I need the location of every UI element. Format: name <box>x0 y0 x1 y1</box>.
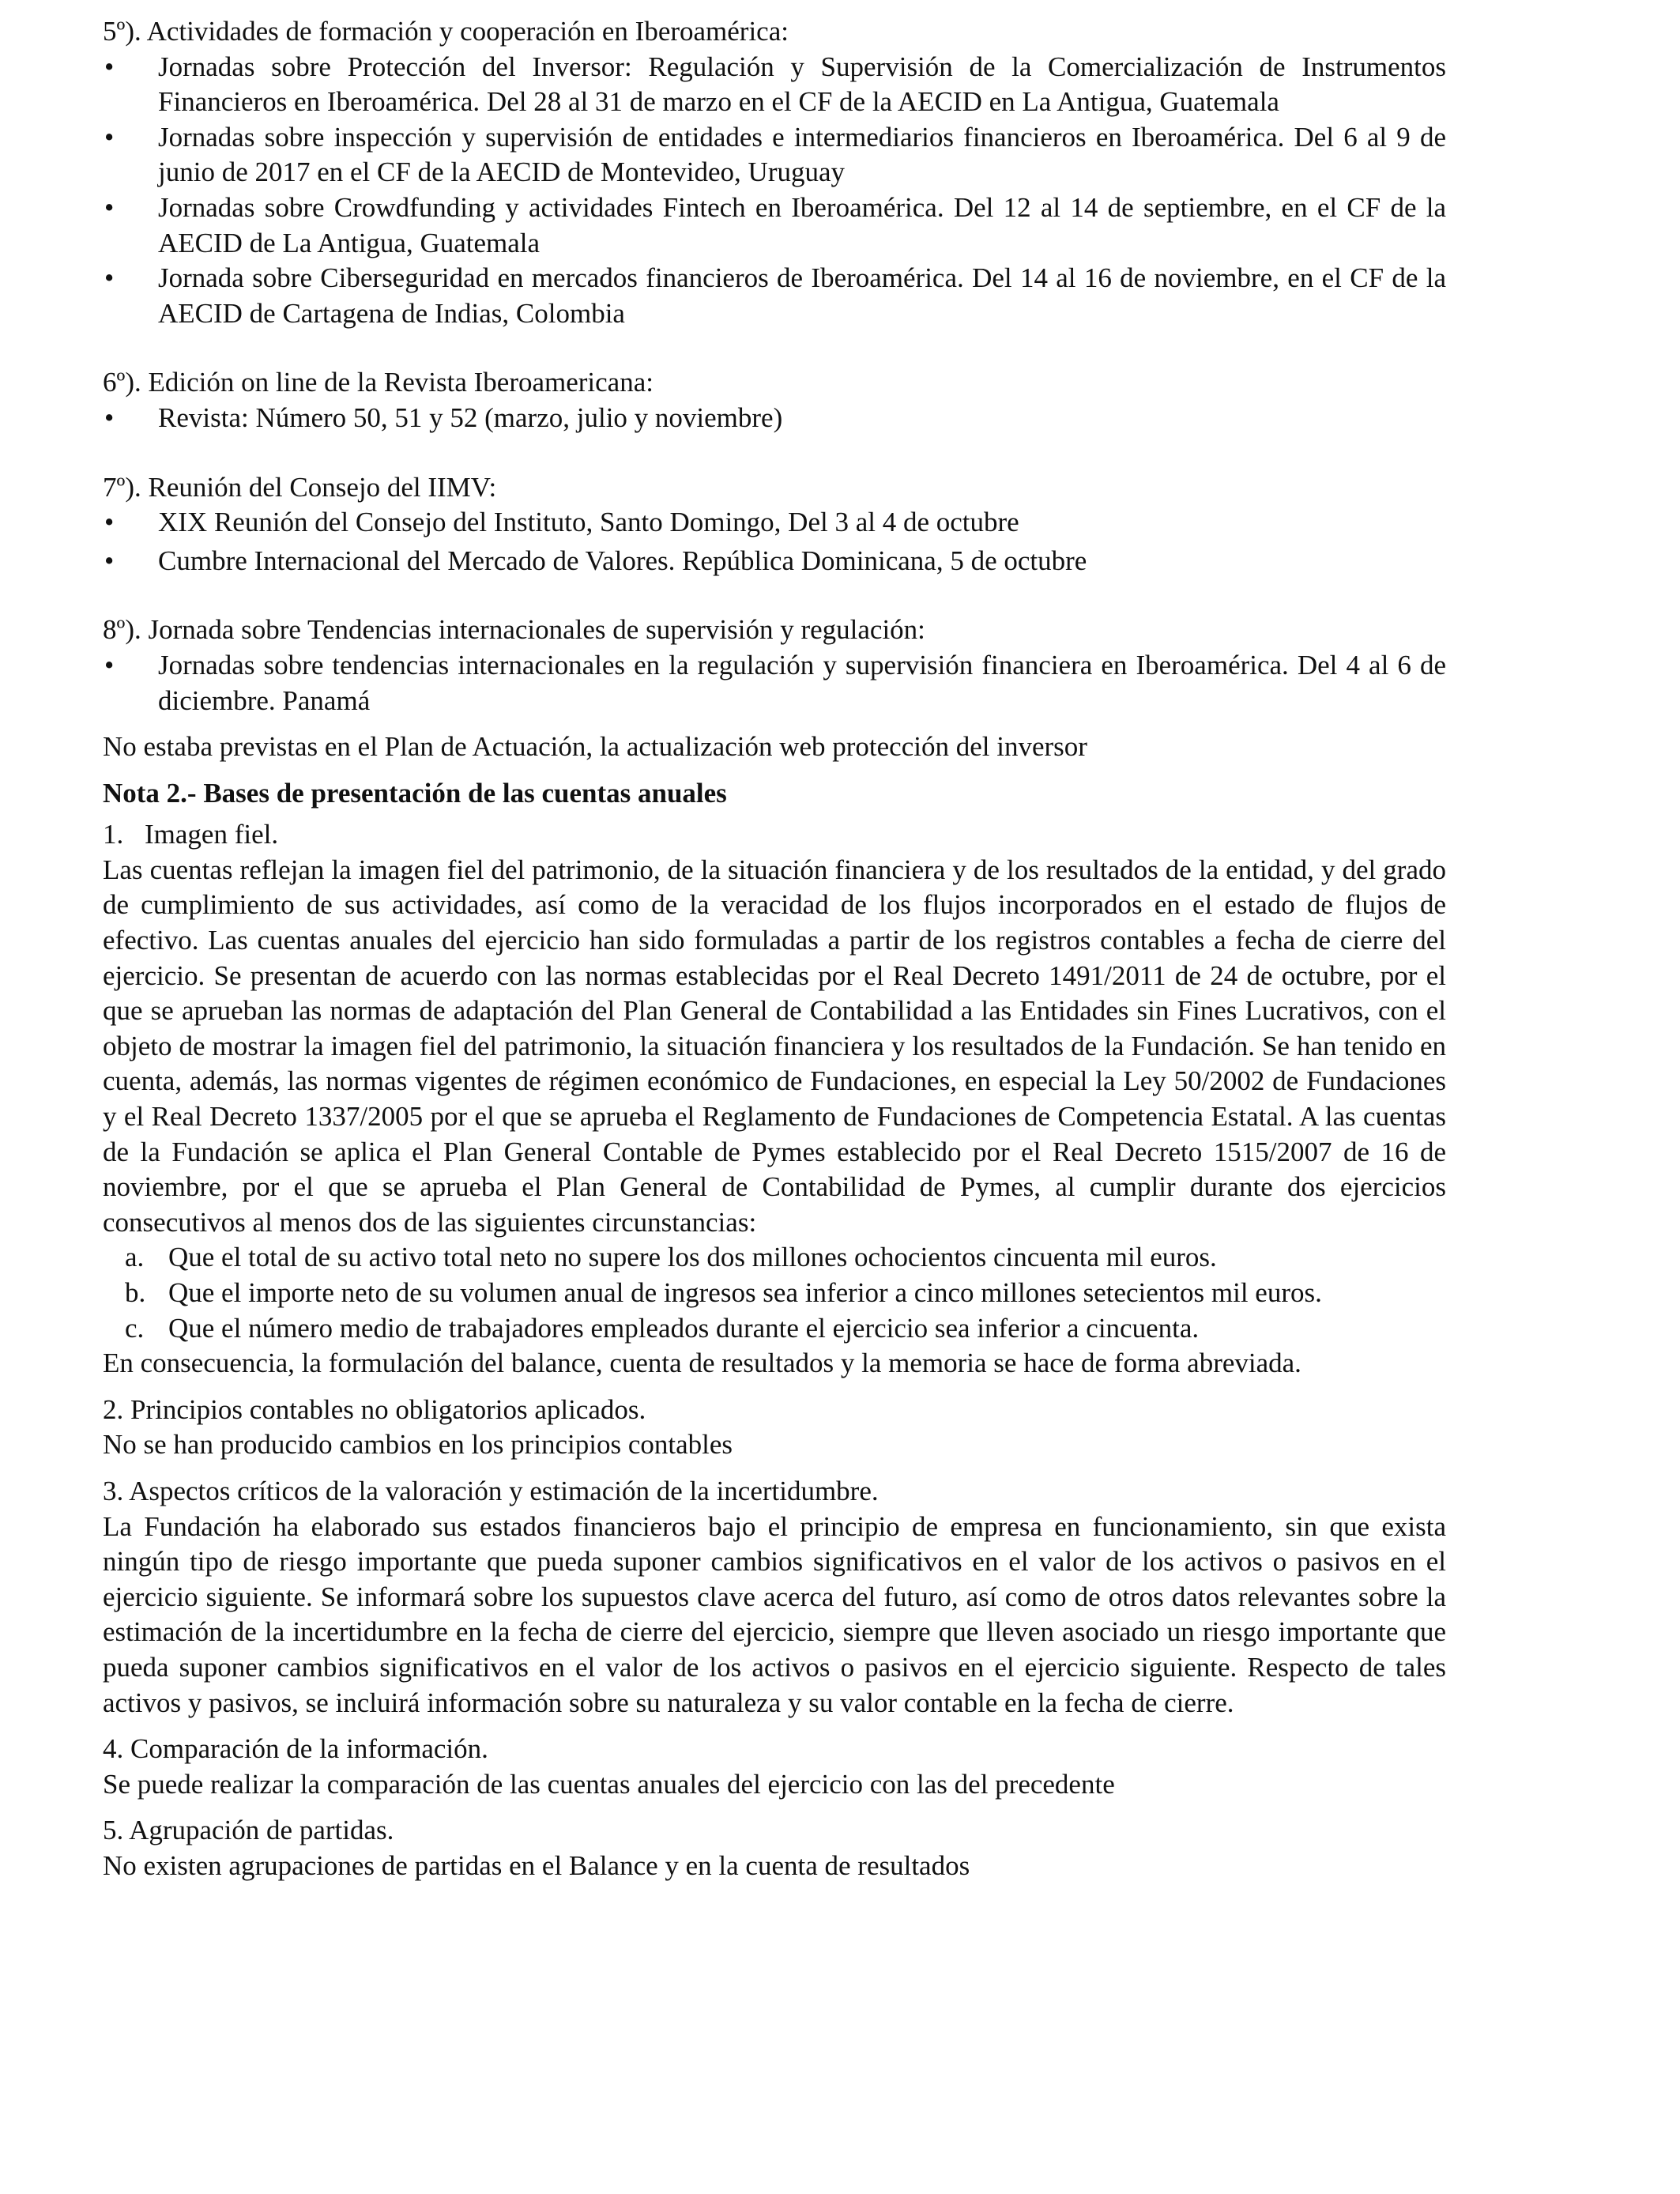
bullet-icon: • <box>104 649 115 680</box>
list-item-text: Cumbre Internacional del Mercado de Valores. República Dominicana, 5 de octubre <box>158 545 1087 576</box>
list-item-text: Jornadas sobre tendencias internacionales en la regulación y supervisión financiera en Iberoamérica. Del 4 al 6 de diciembre. Panamá <box>158 649 1446 716</box>
condition-mark: c. <box>125 1312 145 1344</box>
condition-text: Que el total de su activo total neto no supere los dos millones ochocientos cincuenta mil euros. <box>168 1242 1217 1273</box>
nota-2-item-4-body: Se puede realizar la comparación de las cuentas anuales del ejercicio con las del precedente <box>103 1768 1115 1800</box>
list-item <box>103 401 1446 436</box>
condition-text: Que el número medio de trabajadores empleados durante el ejercicio sea inferior a cincuenta. <box>168 1312 1200 1344</box>
list-item-text: Jornadas sobre inspección y supervisión de entidades e intermediarios financieros en Iberoamérica. Del 6 al 9 de junio de 2017 en el CF de la AECID de Montevideo, Uruguay <box>158 121 1446 188</box>
condition-item <box>103 1311 1446 1347</box>
bullet-icon: • <box>104 51 115 82</box>
condition-mark: a. <box>125 1242 145 1273</box>
bullet-icon: • <box>104 191 115 223</box>
list-item-text: XIX Reunión del Consejo del Instituto, Santo Domingo, Del 3 al 4 de octubre <box>158 507 1019 538</box>
condition-item <box>103 1276 1446 1311</box>
list-item-text: Jornadas sobre Crowdfunding y actividades Fintech en Iberoamérica. Del 12 al 14 de septiembre, en el CF de la AECID de La Antigua, Guatemala <box>158 191 1446 258</box>
list-item <box>103 50 1446 120</box>
condition-text: Que el importe neto de su volumen anual de ingresos sea inferior a cinco millones setecientos mil euros. <box>168 1277 1322 1308</box>
condition-mark: b. <box>125 1277 146 1308</box>
item-heading-text: Imagen fiel. <box>145 819 279 850</box>
list-item <box>103 261 1446 331</box>
section-8-heading: 8º). Jornada sobre Tendencias internacionales de supervisión y regulación: <box>103 614 925 646</box>
nota-2-item-5-heading: 5. Agrupación de partidas. <box>103 1815 394 1846</box>
section-8-note: No estaba previstas en el Plan de Actuación, la actualización web protección del inversor <box>103 731 1087 763</box>
section-5-heading: 5º). Actividades de formación y cooperación en Iberoamérica: <box>103 16 789 47</box>
nota-2-item-4-heading: 4. Comparación de la información. <box>103 1733 488 1765</box>
bullet-icon: • <box>104 401 115 433</box>
list-item-text: Revista: Número 50, 51 y 52 (marzo, julio y noviembre) <box>158 401 783 433</box>
nota-2-item-2-heading: 2. Principios contables no obligatorios aplicados. <box>103 1393 646 1425</box>
list-item <box>103 120 1446 190</box>
section-7-list <box>103 505 1446 579</box>
list-item <box>103 544 1446 579</box>
section-8-list <box>103 648 1446 718</box>
bullet-icon: • <box>104 121 115 153</box>
list-item-text: Jornada sobre Ciberseguridad en mercados financieros de Iberoamérica. Del 14 al 16 de noviembre, en el CF de la AECID de Cartagena de Indias, Colombia <box>158 262 1446 329</box>
nota-2-item-1-conclusion: En consecuencia, la formulación del balance, cuenta de resultados y la memoria se hace de forma abreviada. <box>103 1348 1301 1379</box>
nota-2-item-5-body: No existen agrupaciones de partidas en el Balance y en la cuenta de resultados <box>103 1849 970 1881</box>
document-page <box>103 14 1446 1884</box>
item-number: 1. <box>103 819 124 850</box>
nota-2-item-3-heading: 3. Aspectos críticos de la valoración y estimación de la incertidumbre. <box>103 1475 879 1506</box>
list-item <box>103 505 1446 541</box>
list-item-text: Jornadas sobre Protección del Inversor: Regulación y Supervisión de la Comercialización de Instrumentos Financieros en Iberoamérica. Del 28 al 31 de marzo en el CF de la AECID en La Antigua, Guatemala <box>158 51 1446 118</box>
section-7-heading: 7º). Reunión del Consejo del IIMV: <box>103 471 497 503</box>
nota-2-item-3-body: La Fundación ha elaborado sus estados financieros bajo el principio de empresa en funcionamiento, sin que exista ningún tipo de riesgo importante que pueda suponer cambios significativos en el valor de los activos o pasivos en el ejercicio siguiente. Se informará sobre los supuestos clave acerca del futuro, así como de otros datos relevantes sobre la estimación de la incertidumbre en la fecha de cierre del ejercicio, siempre que lleven asociado un riesgo importante que pueda suponer cambios significativos en el valor de los activos o pasivos en el ejercicio siguiente. Respecto de tales activos y pasivos, se incluirá información sobre su naturaleza y su valor contable en la fecha de cierre. <box>103 1510 1446 1718</box>
section-5-list <box>103 50 1446 332</box>
list-item <box>103 648 1446 718</box>
nota-2-title: Nota 2.- Bases de presentación de las cuentas anuales <box>103 777 727 809</box>
bullet-icon: • <box>104 545 115 576</box>
nota-2-item-2-body: No se han producido cambios en los principios contables <box>103 1429 733 1461</box>
bullet-icon: • <box>104 507 115 538</box>
nota-2-item-1-conditions <box>103 1240 1446 1346</box>
section-6-heading: 6º). Edición on line de la Revista Iberoamericana: <box>103 367 654 398</box>
bullet-icon: • <box>104 262 115 294</box>
list-item <box>103 190 1446 261</box>
condition-item <box>103 1240 1446 1276</box>
nota-2-item-1-body: Las cuentas reflejan la imagen fiel del patrimonio, de la situación financiera y de los resultados de la entidad, y del grado de cumplimiento de sus actividades, así como de la veracidad de los flujos incorporados en el estado de flujos de efectivo. Las cuentas anuales del ejercicio han sido formuladas a partir de los registros contables a fecha de cierre del ejercicio. Se presentan de acuerdo con las normas establecidas por el Real Decreto 1491/2011 de 24 de octubre, por el que se aprueban las normas de adaptación del Plan General de Contabilidad a las Entidades sin Fines Lucrativos, con el objeto de mostrar la imagen fiel del patrimonio, la situación financiera y los resultados de la Fundación. Se han tenido en cuenta, además, las normas vigentes de régimen económico de Fundaciones, en especial la Ley 50/2002 de Fundaciones y el Real Decreto 1337/2005 por el que se aprueba el Reglamento de Fundaciones de Competencia Estatal. A las cuentas de la Fundación se aplica el Plan General Contable de Pymes establecido por el Real Decreto 1515/2007 de 16 de noviembre, por el que se aprueba el Plan General de Contabilidad de Pymes, al cumplir durante dos ejercicios consecutivos al menos dos de las siguientes circunstancias: <box>103 854 1446 1238</box>
nota-2-item-1-heading <box>103 817 1446 853</box>
section-6-list <box>103 401 1446 436</box>
